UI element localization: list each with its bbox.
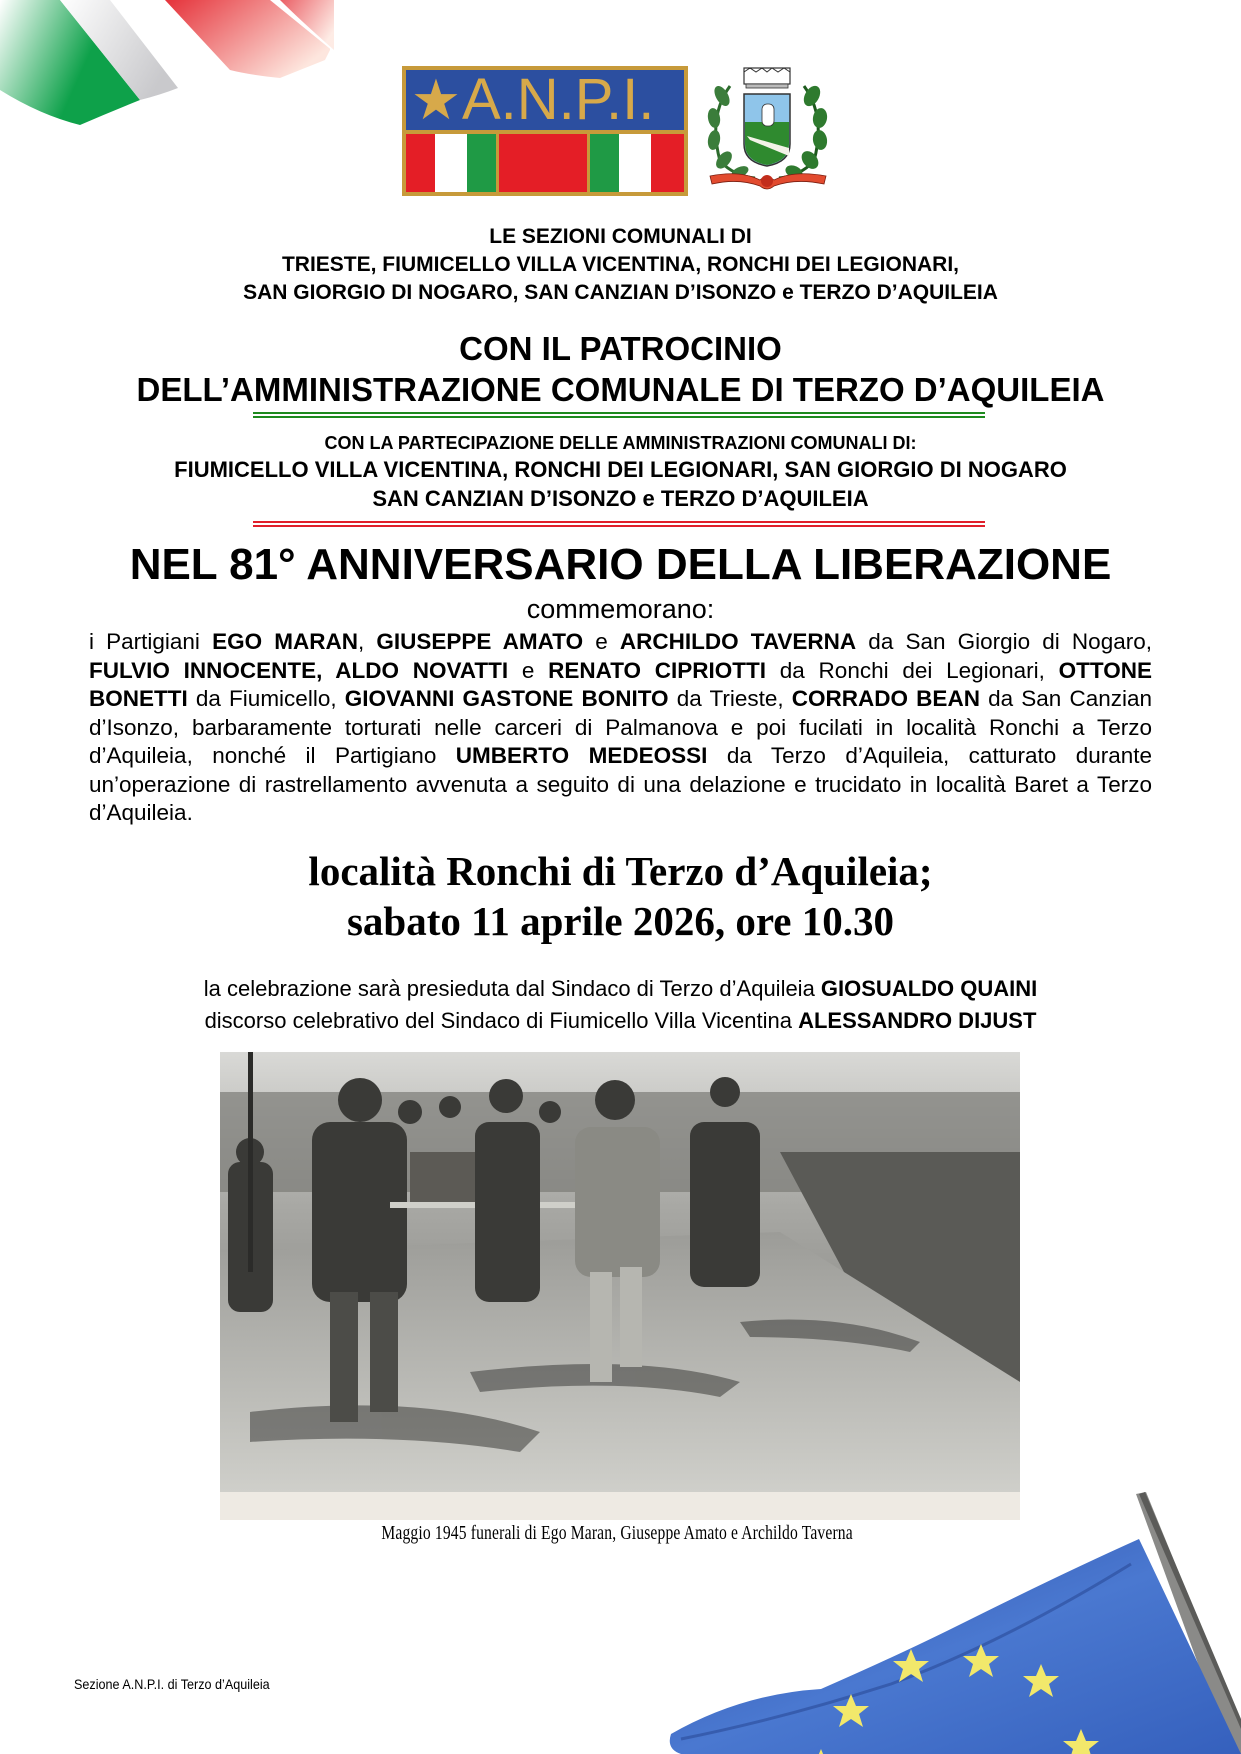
historical-photo xyxy=(220,1052,1020,1520)
star-icon: ★ xyxy=(410,68,462,131)
partisan-name: EGO MARAN xyxy=(212,629,358,654)
anpi-logo xyxy=(402,66,688,196)
red-divider xyxy=(253,521,985,527)
body-text-segment: da Fiumicello, xyxy=(187,686,345,711)
body-text-segment: da Terzo d’Aquileia, catturato durante un’operazione di rastrellamento avvenuta a seguito di una delazione e trucidato in località Baret a Terzo d’Aquileia. xyxy=(89,743,1152,825)
body-text-segment: , xyxy=(357,629,377,654)
patrocinio-heading xyxy=(0,328,1241,410)
commemorano-label: commemorano: xyxy=(526,594,715,624)
anpi-logo-text: A.N.P.I. xyxy=(462,67,655,132)
mayor-name: GIOSUALDO QUAINI xyxy=(820,976,1038,1001)
speaker-name: ALESSANDRO DIJUST xyxy=(798,1008,1037,1033)
partecipazione-line: FIUMICELLO VILLA VICENTINA, RONCHI DEI LEGIONARI, SAN GIORGIO DI NOGARO xyxy=(174,457,1067,482)
sezioni-line: LE SEZIONI COMUNALI DI xyxy=(489,225,752,248)
italian-flag-image xyxy=(0,0,340,140)
anpi-tricolor-band xyxy=(406,134,684,192)
partisan-name: FULVIO INNOCENTE, ALDO NOVATTI xyxy=(89,657,509,683)
partisan-name: RENATO CIPRIOTTI xyxy=(548,657,767,683)
funeral-procession-photo xyxy=(220,1052,1020,1492)
body-text-segment: da Ronchi dei Legionari, xyxy=(766,657,1059,683)
celebration-line-2 xyxy=(0,1005,1241,1037)
partisan-name: GIUSEPPE AMATO xyxy=(376,629,584,654)
patrocinio-line: DELL’AMMINISTRAZIONE COMUNALE DI TERZO D’AQUILEIA xyxy=(136,371,1105,408)
partisan-name: CORRADO BEAN xyxy=(791,686,980,711)
sezioni-line: TRIESTE, FIUMICELLO VILLA VICENTINA, RONCHI DEI LEGIONARI, xyxy=(281,253,960,276)
celebration-text: la celebrazione sarà presieduta dal Sindaco di Terzo d’Aquileia xyxy=(203,976,821,1001)
partecipazione-list xyxy=(0,455,1241,513)
logos-row xyxy=(402,66,834,196)
body-text-segment: e xyxy=(508,657,549,683)
sezioni-line: SAN GIORGIO DI NOGARO, SAN CANZIAN D’ISONZO e TERZO D’AQUILEIA xyxy=(243,281,998,304)
partisan-name: UMBERTO MEDEOSSI xyxy=(455,743,708,768)
body-text-segment: da San Giorgio di Nogaro, xyxy=(856,629,1152,654)
celebration-line-1 xyxy=(0,973,1241,1005)
commemoration-paragraph xyxy=(89,628,1152,828)
patrocinio-line: CON IL PATROCINIO xyxy=(459,330,782,367)
body-text-segment: da San Canzian d’Isonzo, barbaramente torturati nelle carceri di Palmanova e poi fucilati in località Ronchi a Terzo d’Aquileia, nonché il Partigiano xyxy=(89,686,1152,768)
event-place: località Ronchi di Terzo d’Aquileia; xyxy=(308,848,933,894)
terzo-aquileia-crest xyxy=(700,66,834,196)
anniversary-title: NEL 81° ANNIVERSARIO DELLA LIBERAZIONE xyxy=(129,540,1112,589)
partecipazione-intro: CON LA PARTECIPAZIONE DELLE AMMINISTRAZIONI COMUNALI DI: xyxy=(324,433,917,453)
footer-credit: Sezione A.N.P.I. di Terzo d’Aquileia xyxy=(74,1676,270,1692)
sezioni-heading xyxy=(0,223,1241,307)
green-divider xyxy=(253,412,985,418)
partisan-name: ARCHILDO TAVERNA xyxy=(619,629,857,654)
event-details xyxy=(0,846,1241,946)
celebration-info xyxy=(0,973,1241,1037)
partisan-name: OTTONE BONETTI xyxy=(89,657,1153,711)
eu-flag-image xyxy=(661,1484,1241,1754)
body-text-segment: da Trieste, xyxy=(668,686,792,711)
partecipazione-line: SAN CANZIAN D’ISONZO e TERZO D’AQUILEIA xyxy=(372,486,869,511)
partisan-name: GIOVANNI GASTONE BONITO xyxy=(344,686,669,711)
celebration-text: discorso celebrativo del Sindaco di Fiumicello Villa Vicentina xyxy=(204,1008,799,1033)
photo-caption: Maggio 1945 funerali di Ego Maran, Giuseppe Amato e Archildo Taverna xyxy=(381,1522,853,1544)
body-text-segment: i Partigiani xyxy=(89,629,213,654)
event-datetime: sabato 11 aprile 2026, ore 10.30 xyxy=(346,898,895,944)
body-text-segment: e xyxy=(583,629,620,654)
